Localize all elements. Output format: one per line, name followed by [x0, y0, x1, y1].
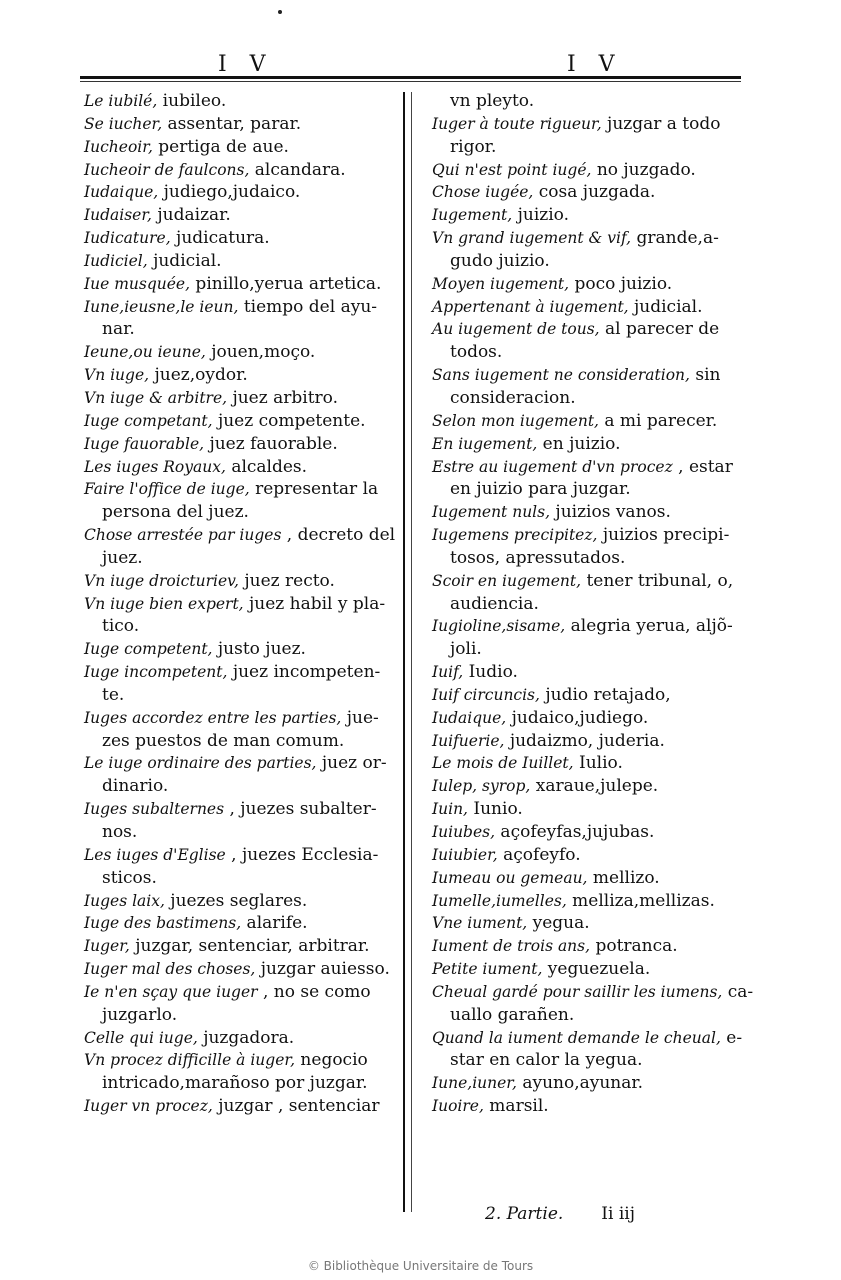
entry-translation: juez,oydor. — [149, 365, 248, 386]
entry-headword: Faire l'office de iuge, — [84, 480, 250, 499]
entry-translation: uallo garañen. — [450, 1004, 575, 1025]
entry-translation: juzgar a todo — [601, 113, 721, 134]
entry-translation: gudo juizio. — [450, 250, 550, 271]
dictionary-line — [432, 181, 742, 204]
entry-headword: Sans iugement ne consideration, — [432, 366, 690, 385]
dictionary-line — [432, 1072, 742, 1095]
entry-translation: juizios vanos. — [550, 502, 671, 523]
entry-translation: judiego,judaico. — [158, 182, 301, 203]
entry-translation: te. — [102, 684, 125, 705]
dictionary-line — [432, 730, 742, 753]
entry-translation: cosa juzgada. — [533, 182, 656, 203]
entry-translation: intricado,marañoso por juzgar. — [102, 1073, 368, 1094]
entry-headword: Vne iument, — [432, 914, 528, 933]
entry-translation: sin — [689, 365, 721, 386]
dictionary-line — [84, 593, 394, 616]
entry-headword: Iucheoir de faulcons, — [84, 160, 250, 179]
entry-translation: pinillo,yerua artetica. — [190, 273, 382, 294]
entry-translation: justo juez. — [212, 639, 306, 660]
dictionary-line — [84, 958, 394, 981]
dictionary-line — [84, 136, 394, 159]
entry-headword: Iudiciel, — [84, 251, 148, 270]
dictionary-line — [84, 478, 394, 501]
entry-translation: juez recto. — [238, 570, 335, 591]
entry-translation: grande,a- — [631, 228, 719, 249]
dictionary-line — [432, 501, 742, 524]
entry-headword: Iugement, — [432, 206, 513, 225]
left-column — [84, 90, 394, 1118]
dictionary-line — [84, 935, 394, 958]
entry-headword: Iugement nuls, — [432, 503, 551, 522]
entry-translation: alarife. — [241, 913, 308, 934]
entry-translation: , juezes subalter- — [224, 799, 377, 820]
entry-headword: Se iucher, — [84, 114, 163, 133]
dictionary-line — [432, 296, 742, 319]
entry-translation: xaraue,julepe. — [530, 776, 659, 797]
dictionary-line — [432, 456, 742, 479]
entry-headword: Quand la iument demande le cheual, — [432, 1028, 721, 1047]
entry-translation: en juizio. — [537, 433, 621, 454]
entry-translation: nos. — [102, 822, 138, 842]
entry-translation: alcandara. — [249, 159, 346, 180]
dictionary-line — [84, 90, 394, 113]
entry-translation: juizio. — [512, 205, 570, 226]
entry-translation: tosos, apressutados. — [450, 547, 626, 568]
entry-headword: Le mois de Iuillet, — [432, 754, 574, 773]
entry-headword: Iudicature, — [84, 229, 171, 248]
entry-headword: Les iuges d'Eglise — [84, 845, 226, 864]
entry-headword: Iuifuerie, — [432, 731, 505, 750]
entry-translation: pertiga de aue. — [152, 136, 289, 157]
dictionary-line — [84, 547, 394, 570]
entry-headword: Iuif circuncis, — [432, 685, 540, 704]
dictionary-line — [432, 227, 742, 250]
entry-translation: poco juizio. — [569, 273, 673, 294]
dictionary-line — [432, 410, 742, 433]
dictionary-line — [432, 1095, 742, 1118]
dictionary-line — [84, 250, 394, 273]
column-divider-thin — [411, 92, 412, 1212]
entry-headword: Iuif, — [432, 663, 464, 682]
entry-translation: juzgar, sentenciar, arbitrar. — [129, 936, 370, 957]
entry-headword: Iuiubier, — [432, 845, 498, 864]
dictionary-line — [432, 890, 742, 913]
dictionary-line — [84, 181, 394, 204]
entry-headword: Chose iugée, — [432, 183, 534, 202]
dictionary-line — [432, 478, 742, 501]
column-divider — [403, 92, 405, 1212]
entry-headword: Iuges accordez entre les parties, — [84, 708, 342, 727]
entry-translation: ca- — [722, 981, 754, 1002]
entry-translation: marsil. — [483, 1096, 549, 1117]
dictionary-line — [84, 227, 394, 250]
dictionary-line — [84, 364, 394, 387]
dictionary-line — [432, 684, 742, 707]
dictionary-line — [432, 341, 742, 364]
entry-translation: juez or- — [316, 753, 387, 774]
entry-translation: judio retajado, — [539, 684, 671, 705]
entry-headword: Iumelle,iumelles, — [432, 891, 567, 910]
dictionary-line — [84, 730, 394, 753]
header-rule-thin — [80, 81, 741, 82]
part-label: 2. Partie. — [485, 1204, 564, 1224]
entry-translation: , no se como — [257, 981, 371, 1002]
dictionary-line — [84, 524, 394, 547]
dictionary-line — [432, 593, 742, 616]
entry-translation: , decreto del — [281, 525, 396, 546]
entry-headword: Iumeau ou gemeau, — [432, 868, 588, 887]
entry-headword: Iue musquée, — [84, 274, 191, 293]
dictionary-line — [84, 661, 394, 684]
entry-translation: açofeyfas,jujubas. — [495, 822, 655, 842]
entry-translation: jouen,moço. — [205, 342, 316, 363]
entry-headword: Vn grand iugement & vif, — [432, 229, 632, 248]
entry-headword: Cheual gardé pour saillir les iumens, — [432, 982, 723, 1001]
entry-translation: mellizo. — [587, 867, 660, 888]
entry-translation: persona del juez. — [102, 502, 249, 523]
entry-translation: a mi parecer. — [598, 410, 718, 431]
entry-translation: Iulio. — [573, 753, 623, 774]
signature-mark: Ii iij — [601, 1204, 635, 1224]
dictionary-line — [432, 547, 742, 570]
entry-translation: judicial. — [147, 250, 222, 271]
entry-headword: Vn iuge & arbitre, — [84, 388, 228, 407]
entry-headword: Iuoire, — [432, 1097, 484, 1116]
entry-translation: rigor. — [450, 136, 497, 157]
entry-headword: Iuger vn procez, — [84, 1097, 213, 1116]
entry-headword: Iulep, syrop, — [432, 777, 531, 796]
entry-headword: Le iubilé, — [84, 92, 158, 110]
dictionary-line — [84, 684, 394, 707]
right-column — [432, 90, 754, 1118]
running-head-left: I V — [218, 52, 274, 77]
entry-headword: Iugioline,sisame, — [432, 617, 566, 636]
entry-headword: Ieune,ou ieune, — [84, 343, 206, 362]
entry-headword: Appertenant à iugement, — [432, 297, 629, 316]
dictionary-line — [84, 113, 394, 136]
entry-translation: alegria yerua, aljõ- — [565, 616, 733, 637]
dictionary-line — [84, 821, 394, 844]
entry-translation: potranca. — [590, 936, 678, 957]
dictionary-line — [432, 204, 742, 227]
dictionary-line — [432, 250, 742, 273]
entry-translation: dinario. — [102, 776, 169, 797]
running-head-right: I V — [567, 52, 623, 77]
entry-translation: al parecer de — [599, 319, 720, 340]
dictionary-line — [84, 159, 394, 182]
entry-translation: assentar, parar. — [162, 113, 302, 134]
entry-headword: En iugement, — [432, 434, 538, 453]
dictionary-line — [84, 775, 394, 798]
entry-translation: judicatura. — [170, 228, 270, 249]
entry-translation: yeguezuela. — [542, 959, 651, 980]
entry-headword: Iument de trois ans, — [432, 937, 591, 956]
entry-headword: Selon mon iugement, — [432, 411, 599, 430]
signature-line — [485, 1204, 635, 1224]
dictionary-line — [432, 136, 742, 159]
entry-headword: Iugemens precipitez, — [432, 526, 598, 545]
dictionary-line — [84, 1027, 394, 1050]
entry-headword: Au iugement de tous, — [432, 320, 600, 339]
entry-headword: Estre au iugement d'vn procez — [432, 457, 673, 476]
dictionary-line — [432, 775, 742, 798]
entry-translation: juez competente. — [212, 410, 366, 431]
dictionary-line — [84, 890, 394, 913]
entry-headword: Celle qui iuge, — [84, 1028, 198, 1047]
dictionary-line — [84, 273, 394, 296]
dictionary-line — [432, 981, 754, 1004]
dictionary-line — [432, 570, 742, 593]
dictionary-line — [84, 912, 394, 935]
entry-translation: açofeyfo. — [497, 844, 581, 865]
dictionary-line — [432, 638, 742, 661]
dictionary-line — [432, 798, 742, 821]
dictionary-line — [432, 273, 742, 296]
dictionary-line — [432, 524, 742, 547]
entry-translation: judaico,judiego. — [506, 707, 649, 728]
ink-dot — [278, 10, 282, 14]
entry-headword: Iuge incompetent, — [84, 663, 228, 682]
dictionary-line — [84, 707, 394, 730]
dictionary-line — [84, 456, 394, 479]
dictionary-line — [84, 615, 394, 638]
entry-headword: Iuge des bastimens, — [84, 914, 242, 933]
entry-headword: Iucheoir, — [84, 137, 153, 156]
entry-translation: ayuno,ayunar. — [516, 1073, 644, 1094]
dictionary-line — [84, 844, 394, 867]
entry-translation: alcaldes. — [225, 456, 308, 477]
entry-headword: Iuger, — [84, 937, 130, 956]
entry-headword: Iudaique, — [432, 708, 507, 727]
entry-translation: tener tribunal, o, — [581, 570, 734, 591]
entry-translation: nar. — [102, 319, 135, 340]
entry-headword: Chose arrestée par iuges — [84, 526, 282, 545]
dictionary-line — [432, 1049, 742, 1072]
entry-translation: yegua. — [527, 913, 590, 934]
entry-translation: juez. — [102, 547, 143, 568]
entry-headword: Vn iuge, — [84, 366, 150, 385]
dictionary-line — [432, 1004, 742, 1027]
dictionary-line — [84, 981, 394, 1004]
entry-translation: iubileo. — [157, 91, 227, 111]
entry-translation: star en calor la yegua. — [450, 1050, 643, 1071]
dictionary-line — [432, 387, 742, 410]
entry-headword: Iuges subalternes — [84, 800, 225, 819]
entry-headword: Iuge fauorable, — [84, 434, 205, 453]
entry-translation: juzgar auiesso. — [255, 959, 390, 980]
dictionary-line — [432, 935, 742, 958]
entry-translation: consideracion. — [450, 387, 576, 408]
entry-headword: Iuge competant, — [84, 411, 213, 430]
dictionary-line — [84, 1072, 394, 1095]
entry-headword: Iuiubes, — [432, 823, 496, 841]
dictionary-line — [432, 844, 742, 867]
entry-headword: Iuger mal des choses, — [84, 960, 256, 979]
entry-translation: vn pleyto. — [450, 91, 535, 111]
entry-headword: Iudaique, — [84, 183, 159, 202]
dictionary-line — [84, 1049, 394, 1072]
entry-translation: todos. — [450, 342, 503, 363]
entry-translation: Iunio. — [467, 799, 523, 820]
dictionary-line — [432, 433, 742, 456]
entry-headword: Iuges laix, — [84, 891, 165, 910]
entry-translation: , juezes Ecclesia- — [225, 844, 379, 865]
dictionary-line — [84, 867, 394, 890]
entry-translation: jue- — [341, 707, 379, 728]
dictionary-line — [432, 615, 742, 638]
entry-translation: juzgar , sentenciar — [212, 1096, 380, 1117]
dictionary-line — [432, 821, 742, 844]
dictionary-line — [432, 113, 742, 136]
entry-translation: judaizar. — [152, 205, 231, 226]
dictionary-line — [84, 638, 394, 661]
dictionary-line — [432, 159, 742, 182]
dictionary-line — [84, 318, 394, 341]
dictionary-line — [432, 364, 742, 387]
entry-translation: juez arbitro. — [227, 387, 338, 408]
header-rule — [80, 76, 741, 79]
entry-translation: no juzgado. — [591, 159, 696, 180]
dictionary-line — [84, 410, 394, 433]
entry-headword: Scoir en iugement, — [432, 571, 582, 590]
entry-headword: Iune,ieusne,le ieun, — [84, 297, 239, 316]
dictionary-line — [432, 867, 742, 890]
entry-headword: Petite iument, — [432, 960, 543, 979]
entry-headword: Vn procez difficille à iuger, — [84, 1051, 296, 1070]
entry-translation: juez fauorable. — [204, 433, 338, 454]
entry-translation: zes puestos de man comum. — [102, 730, 345, 751]
entry-translation: negocio — [295, 1050, 368, 1071]
dictionary-line — [84, 341, 394, 364]
entry-headword: Les iuges Royaux, — [84, 457, 226, 476]
entry-headword: Le iuge ordinaire des parties, — [84, 754, 317, 773]
entry-headword: Ie n'en sçay que iuger — [84, 982, 258, 1001]
dictionary-line — [84, 204, 394, 227]
library-credit: © Bibliothèque Universitaire de Tours — [307, 1259, 534, 1273]
dictionary-line — [432, 912, 742, 935]
entry-translation: juezes seglares. — [164, 890, 308, 911]
entry-translation: e- — [720, 1027, 743, 1048]
dictionary-line — [84, 570, 394, 593]
entry-translation: juzgarlo. — [102, 1004, 178, 1025]
entry-headword: Moyen iugement, — [432, 274, 570, 293]
dictionary-line — [432, 1027, 742, 1050]
entry-translation: Iudio. — [463, 662, 518, 683]
entry-translation: representar la — [249, 479, 379, 500]
entry-headword: Vn iuge bien expert, — [84, 594, 244, 613]
entry-translation: judaizmo, juderia. — [504, 730, 665, 751]
dictionary-line — [84, 1095, 394, 1118]
dictionary-line — [84, 387, 394, 410]
entry-translation: sticos. — [102, 867, 157, 888]
entry-translation: juizios precipi- — [597, 525, 730, 546]
entry-translation: en juizio para juzgar. — [450, 479, 631, 500]
entry-translation: melliza,mellizas. — [566, 890, 715, 911]
entry-translation: juez incompeten- — [227, 662, 381, 683]
entry-headword: Qui n'est point iugé, — [432, 160, 592, 179]
entry-headword: Iune,iuner, — [432, 1074, 517, 1093]
entry-headword: Iuin, — [432, 800, 468, 819]
entry-translation: juez habil y pla- — [243, 593, 386, 614]
entry-translation: tico. — [102, 616, 140, 637]
entry-translation: juzgadora. — [197, 1027, 295, 1048]
entry-translation: judicial. — [628, 296, 703, 317]
dictionary-line — [84, 1004, 394, 1027]
entry-headword: Vn iuge droicturiev, — [84, 571, 239, 590]
dictionary-line — [432, 707, 742, 730]
entry-translation: tiempo del ayu- — [238, 296, 378, 317]
entry-translation: , estar — [672, 456, 733, 477]
dictionary-line — [84, 501, 394, 524]
entry-headword: Iuge competent, — [84, 640, 213, 659]
dictionary-line — [432, 958, 742, 981]
dictionary-line — [432, 661, 742, 684]
dictionary-line — [84, 798, 394, 821]
dictionary-line — [432, 90, 742, 113]
entry-headword: Iuger à toute rigueur, — [432, 114, 602, 133]
entry-translation: audiencia. — [450, 593, 539, 614]
dictionary-line — [432, 752, 742, 775]
dictionary-line — [84, 296, 394, 319]
dictionary-line — [432, 318, 742, 341]
dictionary-line — [84, 433, 394, 456]
entry-headword: Iudaiser, — [84, 206, 152, 225]
entry-translation: joli. — [450, 639, 482, 660]
dictionary-line — [84, 752, 394, 775]
